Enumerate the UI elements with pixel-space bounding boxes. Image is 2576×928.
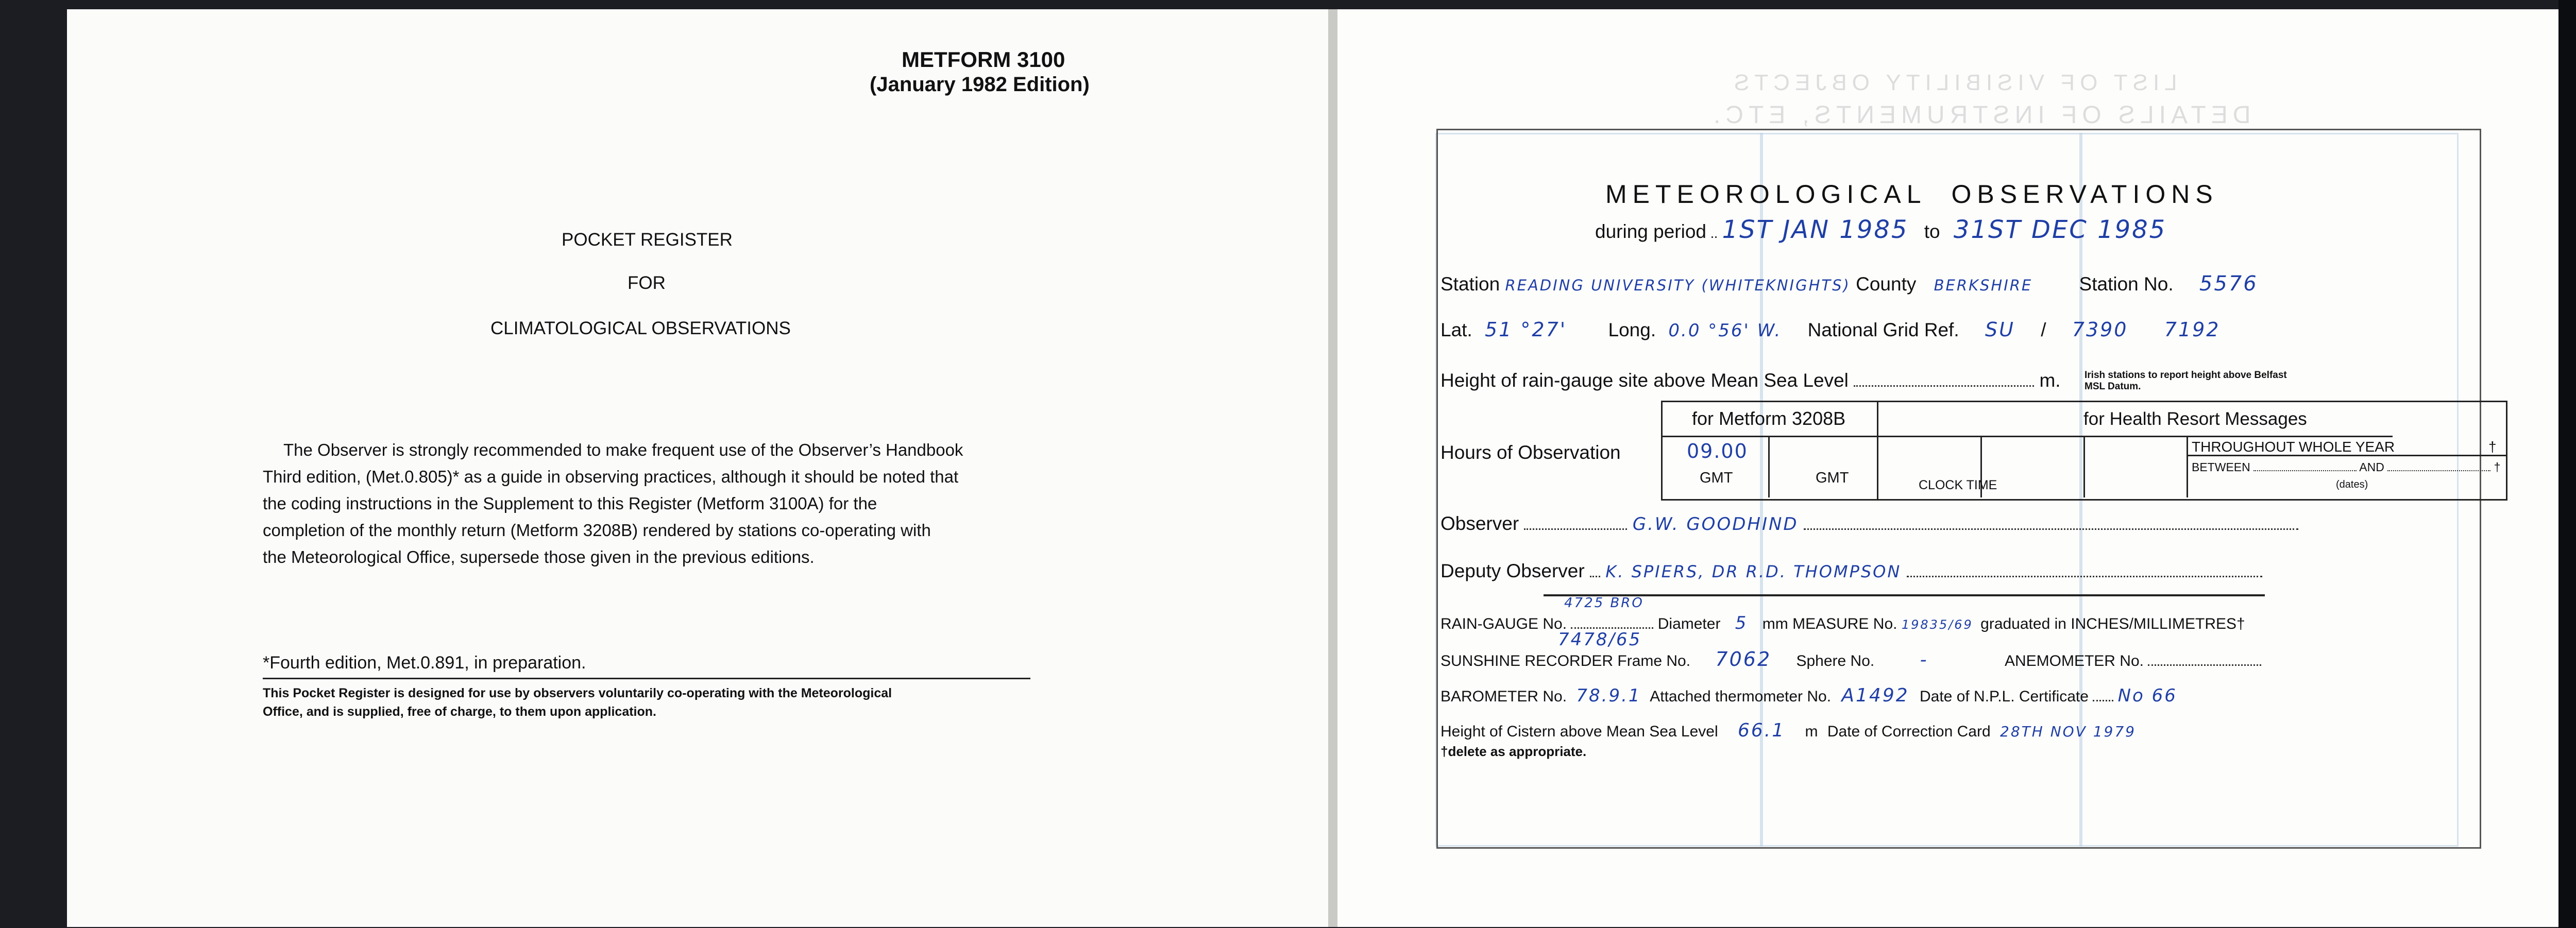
attached-value: A1492 — [1841, 685, 1909, 706]
dates-label: (dates) — [2336, 479, 2368, 490]
paragraph-line: The Observer is strongly recommended to make frequent use of the Observer’s Handbook — [283, 440, 963, 459]
sphere-value: - — [1920, 649, 1928, 671]
health-box-label: for Health Resort Messages — [2083, 409, 2307, 429]
distribution-note-line1: This Pocket Register is designed for use by observers voluntarily co-operating with the Meteorological — [263, 686, 892, 700]
intro-paragraph — [263, 437, 963, 571]
footnote-rule — [263, 678, 1030, 679]
paragraph-line: Third edition, (Met.0.805)* as a guide in observing practices, although it should be noted that — [263, 467, 959, 486]
grid-ref-value-3: 7192 — [2164, 318, 2221, 341]
deputy-value: K. SPIERS, DR R.D. THOMPSON — [1605, 562, 1902, 581]
clock-time-label: CLOCK TIME — [1919, 478, 1997, 492]
period-to-label: to — [1924, 221, 1940, 242]
obs-time-value: 09.00 — [1687, 440, 1748, 462]
lat-value: 51 °27' — [1485, 318, 1567, 341]
deputy-label: Deputy Observer — [1440, 560, 1585, 581]
height-row — [1440, 370, 2061, 391]
section-rule — [1544, 594, 2265, 596]
measure-label: mm MEASURE No. — [1762, 615, 1897, 632]
register-title-line1: POCKET REGISTER — [562, 230, 733, 250]
raingauge-value-bottom: 7478/65 — [1558, 629, 1642, 650]
frame-value: 7062 — [1715, 648, 1772, 671]
gmt-label-2: GMT — [1816, 470, 1849, 486]
height-label: Height of rain-gauge site above Mean Sea Level — [1440, 370, 1849, 391]
paragraph-line: completion of the monthly return (Metform 3208B) rendered by stations co-operating with — [263, 521, 931, 540]
sunshine-row — [1440, 648, 2261, 671]
form-title: METEOROLOGICAL OBSERVATIONS — [1605, 180, 2218, 209]
observer-value: G.W. GOODHIND — [1632, 514, 1799, 535]
observer-row — [1440, 513, 2298, 535]
observer-label: Observer — [1440, 513, 1519, 534]
register-title-line3: CLIMATOLOGICAL OBSERVATIONS — [490, 318, 791, 338]
long-value: 0.0 °56' W. — [1668, 320, 1782, 341]
lat-long-row: Lat. 51 °27' Long. 0.0 °56' W. National Grid Ref. SU / 7390 7192 — [1440, 318, 2221, 341]
deputy-row — [1440, 560, 2262, 582]
graduated-label: graduated in INCHES/MILLIMETRES† — [1980, 615, 2245, 632]
book-gutter — [1328, 9, 1337, 927]
metform-box-label: for Metform 3208B — [1692, 408, 1846, 429]
measure-value: 19835/69 — [1901, 617, 1973, 632]
gmt-label-1: GMT — [1700, 470, 1733, 486]
station-no-value: 5576 — [2199, 272, 2258, 296]
period-label: during period — [1595, 221, 1706, 242]
delete-note: †delete as appropriate. — [1440, 744, 1587, 759]
station-row — [1440, 272, 2258, 296]
correction-label: Date of Correction Card — [1827, 723, 1991, 740]
barometer-row — [1440, 685, 2177, 706]
footnote: *Fourth edition, Met.0.891, in preparation. — [263, 653, 586, 673]
anemometer-label: ANEMOMETER No. — [2004, 652, 2144, 669]
hours-label: Hours of Observation — [1440, 442, 1621, 463]
correction-value: 28TH NOV 1979 — [2000, 723, 2136, 740]
period-from-value: 1ST JAN 1985 — [1722, 215, 1909, 244]
npl-label: Date of N.P.L. Certificate — [1920, 688, 2089, 705]
county-label: County — [1856, 273, 1917, 295]
cistern-label: Height of Cistern above Mean Sea Level — [1440, 723, 1718, 740]
diameter-label: Diameter — [1657, 615, 1721, 632]
throughout-dagger: † — [2488, 439, 2497, 455]
raingauge-label: RAIN-GAUGE No. — [1440, 615, 1567, 632]
raingauge-value-top: 4725 BRO — [1564, 595, 1644, 611]
grid-ref-value-2: 7390 — [2072, 318, 2128, 341]
between-row: BETWEEN AND † — [2192, 460, 2501, 474]
grid-ref-value-1: SU — [1985, 318, 2015, 341]
throughout-label: THROUGHOUT WHOLE YEAR — [2192, 439, 2395, 455]
paragraph-line: the coding instructions in the Supplement to this Register (Metform 3100A) for the — [263, 494, 877, 513]
register-title-line2: FOR — [628, 273, 666, 293]
barometer-value: 78.9.1 — [1576, 685, 1641, 706]
attached-label: Attached thermometer No. — [1650, 688, 1832, 705]
station-value: READING UNIVERSITY (WHITEKNIGHTS) — [1505, 277, 1851, 294]
ghost-title-1: LIST OF VISIBILITY OBJECTS — [1729, 70, 2177, 95]
cistern-value: 66.1 — [1738, 720, 1786, 741]
grid-ref-label: National Grid Ref. — [1807, 319, 1959, 340]
background-edge — [2558, 0, 2576, 928]
height-unit: m. — [2039, 370, 2061, 391]
right-page — [1337, 9, 2558, 927]
county-value: BERKSHIRE — [1934, 277, 2033, 294]
diameter-value: 5 — [1735, 613, 1748, 633]
distribution-note-line2: Office, and is supplied, free of charge, to them upon application. — [263, 704, 656, 719]
station-label: Station — [1440, 273, 1500, 295]
paragraph-line: the Meteorological Office, supersede those given in the previous editions. — [263, 547, 815, 566]
npl-value: No 66 — [2117, 685, 2177, 706]
period-to-value: 31ST DEC 1985 — [1953, 215, 2167, 244]
barometer-label: BAROMETER No. — [1440, 688, 1567, 705]
metform-edition: (January 1982 Edition) — [870, 73, 1090, 96]
left-page — [67, 9, 1328, 927]
lat-label: Lat. — [1440, 319, 1472, 340]
station-no-label: Station No. — [2079, 273, 2174, 295]
irish-note: Irish stations to report height above Belfast MSL Datum. — [2084, 370, 2287, 392]
cistern-row — [1440, 720, 2136, 741]
long-label: Long. — [1608, 319, 1656, 340]
sunshine-label: SUNSHINE RECORDER Frame No. — [1440, 652, 1691, 669]
ghost-title-2: DETAILS OF INSTRUMENTS, ETC. — [1708, 101, 2251, 129]
cistern-unit: m — [1805, 723, 1818, 740]
sphere-label: Sphere No. — [1796, 652, 1875, 669]
metform-number: METFORM 3100 — [902, 47, 1065, 72]
hours-table — [1661, 401, 2558, 499]
period-row — [1595, 215, 2166, 244]
